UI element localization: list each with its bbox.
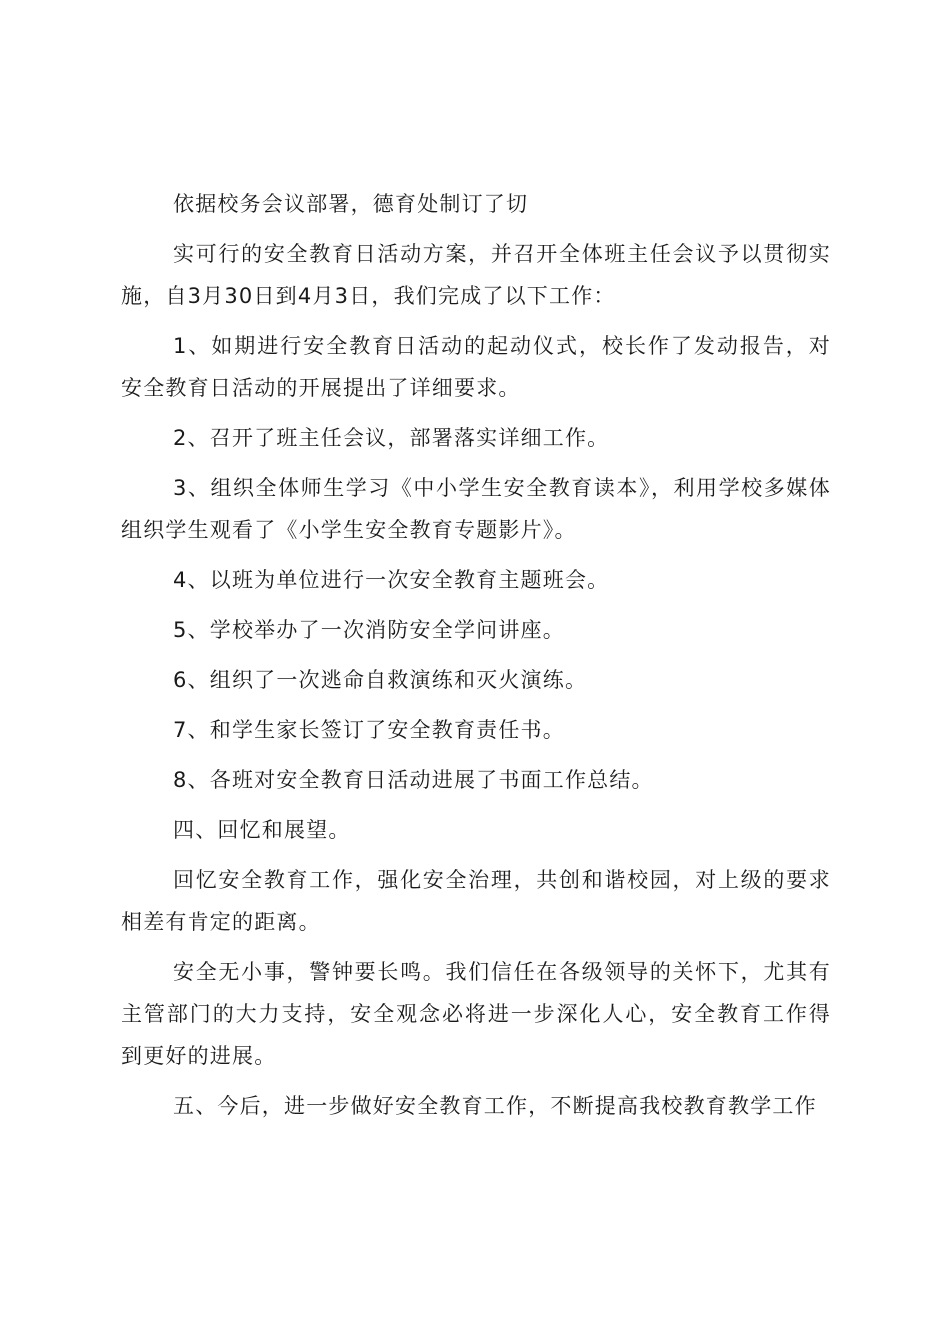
document-body	[121, 183, 831, 1135]
paragraph-item-3: 3、组织全体师生学习《中小学生安全教育读本》，利用学校多媒体组织学生观看了《小学生安全教育专题影片》。	[121, 476, 831, 542]
paragraph-item-8: 8、各班对安全教育日活动进展了书面工作总结。	[173, 768, 654, 792]
paragraph-outlook: 安全无小事，警钟要长鸣。我们信任在各级领导的关怀下，尤其有主管部门的大力支持，安全观念必将进一步深化人心，安全教育工作得到更好的进展。	[121, 960, 831, 1068]
paragraph-intro-2: 实可行的安全教育日活动方案，并召开全体班主任会议予以贯彻实施，自3月30日到4月3日，我们完成了以下工作：	[121, 242, 831, 308]
paragraph-item-7: 7、和学生家长签订了安全教育责任书。	[173, 718, 565, 742]
paragraph-item-2: 2、召开了班主任会议，部署落实详细工作。	[173, 426, 610, 450]
paragraph-item-4: 4、以班为单位进行一次安全教育主题班会。	[173, 568, 610, 592]
paragraph-intro-1: 依据校务会议部署，德育处制订了切	[173, 192, 529, 216]
paragraph-item-6: 6、组织了一次逃命自救演练和灭火演练。	[173, 668, 588, 692]
section-heading-review: 四、回忆和展望。	[173, 818, 351, 842]
paragraph-item-5: 5、学校举办了一次消防安全学问讲座。	[173, 618, 565, 642]
paragraph-review: 回忆安全教育工作，强化安全治理，共创和谐校园，对上级的要求相差有肯定的距离。	[121, 868, 831, 934]
section-heading-future: 五、今后，进一步做好安全教育工作，不断提高我校教育教学工作	[173, 1094, 817, 1118]
paragraph-item-1: 1、如期进行安全教育日活动的起动仪式，校长作了发动报告，对安全教育日活动的开展提出了详细要求。	[121, 334, 831, 400]
